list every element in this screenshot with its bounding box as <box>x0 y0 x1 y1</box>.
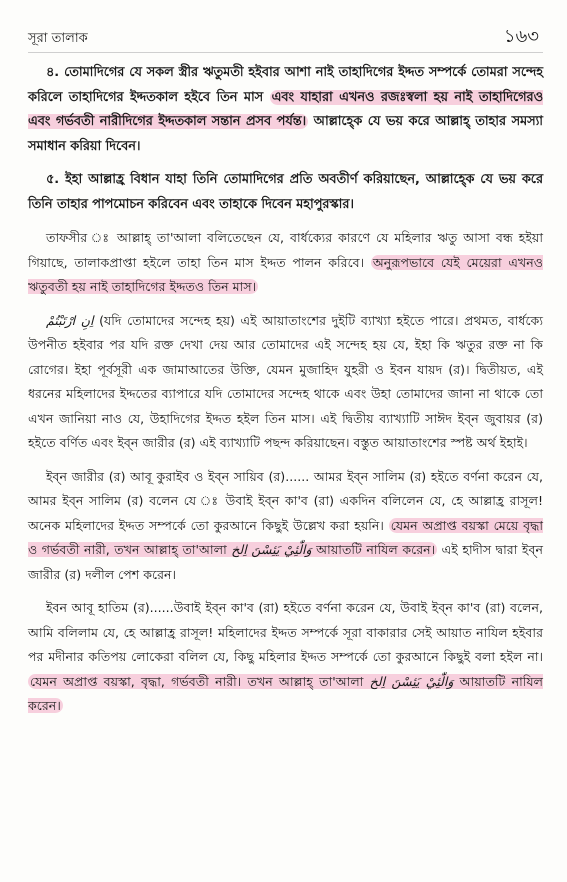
arabic-quote-yaisna: وَالّٰئِيْ يَئِسْنَ اِلخ <box>231 542 312 557</box>
jarir-text: ইব্ন জারীর (র) আবূ কুরাইব ও ইব্ন সায়িব (র)...... আমর ইব্ন সালিম (র) হইতে বর্ণনা করেন যে, আমর ইব্ন সালিম (র) বলেন যে ঃ উবাই ইব্ন কা'ব (রা) একদিন বলিলেন যে, হে আল্লাহ্র রাসূল! অনেক মহিলাদের ইদ্দত সম্পর্কে তো কুরআনে কিছুই উল্লেখ করা হয়নি। <box>28 468 543 533</box>
jarir-paragraph <box>28 465 543 588</box>
verse-4-text: ৪. তোমাদিগের যে সকল স্ত্রীর ঋতুমতী হইবার আশা নাই তাহাদিগের ইদ্দত সম্পর্কে তোমরা সন্দেহ করিলে তাহাদিগের ইদ্দতকাল হইবে তিন মাস <box>28 65 543 105</box>
tafsir-paragraph <box>28 226 543 300</box>
jarir-tail: এই হাদীস দ্বারা ইব্ন জারীর (র) দলীল পেশ করেন। <box>28 542 543 582</box>
hatim-highlight-b: আয়াতটি নাযিল করেন। <box>28 673 543 713</box>
hatim-text: ইবন আবূ হাতিম (র)......উবাই ইব্ন কা'ব (রা) হইতে বর্ণনা করেন যে, উবাই ইব্ন কা'ব (রা) বলেন, আমি বলিলাম যে, হে আল্লাহ্র রাসূল! মহিলাদের ইদ্দত সম্পর্কে সূরা বাকারার সেই আয়াত নাযিল হইবার পর মদীনার কতিপয় লোকেরা বলিল যে, কিছু মহিলার ইদ্দত সম্পর্কে তো কুরআনে কিছুই বলা হইল না। <box>28 600 543 664</box>
verse-4 <box>28 61 543 159</box>
tafsir-highlight: অনুরূপভাবে যেই মেয়েরা এখনও ঋতুবতী হয় নাই তাহাদিগের ইদ্দতও তিন মাস। <box>28 254 543 294</box>
jarir-highlight-a: যেমন অপ্রাপ্ত বয়স্কা মেয়ে বৃদ্ধা ও গর্ভবতী নারী, তখন আল্লাহ্ তা'আলা <box>28 517 543 557</box>
irtabtum-text: (যদি তোমাদের সন্দেহ হয়) এই আয়াতাংশের দুইটি ব্যাখ্যা হইতে পারে। প্রথমত, বার্ধক্যে উপনীত হইবার পর যদি রক্ত দেখা দেয় আর তোমাদের এই সন্দেহ হয় যে, ইহা কি ঋতুর রক্ত না কি রোগের। ইহা পূর্বসূরী এক জামাআতের উক্তি, যেমন মুজাহিদ যুহরী ও ইবন যায়দ (র)। দ্বিতীয়ত, এই ধরনের মহিলাদের ইদ্দতের ব্যাপারে যদি তোমাদের সন্দেহ থাকে এবং উহা তোমাদের জানা না থাকে তো এখন জানিয়া নাও যে, উহাদিগের ইদ্দত হইল তিন মাস। এই দ্বিতীয় ব্যাখ্যাটি সাঈদ ইব্ন জুবায়র (র) হইতে বর্ণিত এবং ইব্ন জারীর (র) এই ব্যাখ্যাটি পছন্দ করিয়াছেন। বস্তুত আয়াতাংশের স্পষ্ট অর্থ ইহাই। <box>28 312 543 450</box>
page-number: ১৬৩ <box>503 26 539 47</box>
verse-4-tail: আল্লাহ্কে যে ভয় করে আল্লাহ্ তাহার সমস্যা সমাধান করিয়া দিবেন। <box>28 114 543 154</box>
surah-title: সূরা তালাক <box>28 31 88 46</box>
jarir-highlight-b: আয়াতটি নাযিল করেন। <box>311 542 436 557</box>
hatim-highlight <box>28 674 543 714</box>
tafsir-text: তাফসীর ঃ আল্লাহ্ তা'আলা বলিতেছেন যে, বার্ধক্যের কারণে যে মহিলার ঋতু আসা বন্ধ হইয়া গিয়াছে, তালাকপ্রাপ্তা হইলে তাহা তিন মাস ইদ্দত পালন করিবে। <box>28 230 543 270</box>
hatim-highlight-a: যেমন অপ্রাপ্ত বয়স্কা, বৃদ্ধা, গর্ভবতী নারী। তখন আল্লাহ্ তা'আলা <box>30 673 370 689</box>
arabic-quote-irtabtum: اِنِ ارْتَبْتُمْ <box>46 312 94 328</box>
irtabtum-paragraph <box>28 309 543 456</box>
verse-4-highlight: এবং যাহারা এখনও রজঃস্বলা হয় নাই তাহাদিগেরও এবং গর্ভবতী নারীদিগের ইদ্দতকাল সন্তান প্রসব পর্যন্ত। <box>28 89 543 129</box>
running-header <box>28 22 543 53</box>
verse-5-text: ৫. ইহা আল্লাহ্র বিধান যাহা তিনি তোমাদিগের প্রতি অবতীর্ণ করিয়াছেন, আল্লাহ্কে যে ভয় করে তিনি তাহার পাপমোচন করিবেন এবং তাহাকে দিবেন মহাপুরস্কার। <box>28 172 543 212</box>
verse-5 <box>28 168 543 217</box>
arabic-quote-yaisna-2: وَالّٰئِيْ يَئِسْنَ اِلخ <box>369 673 454 689</box>
hatim-paragraph <box>28 596 543 719</box>
